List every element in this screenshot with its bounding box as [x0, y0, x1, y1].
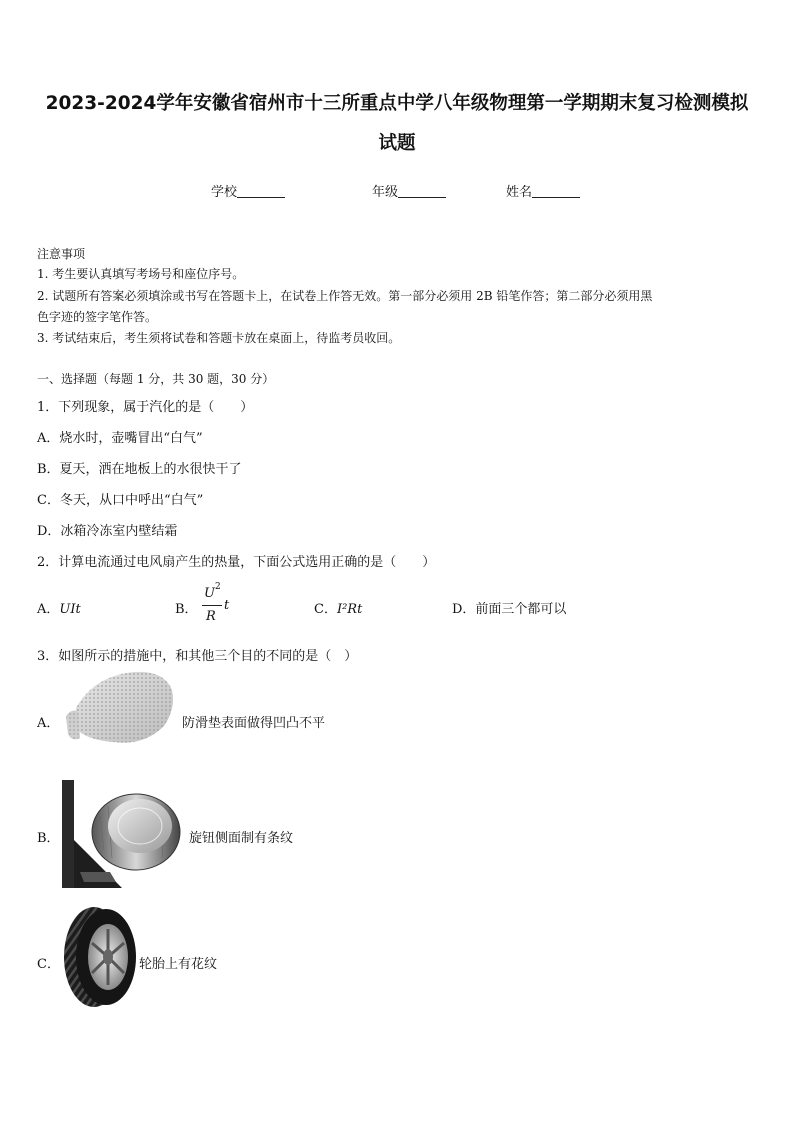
question-1-stem: 1．下列现象，属于汽化的是（ ） [37, 400, 254, 415]
grade-field [372, 181, 446, 200]
option-c-label: C． [314, 602, 337, 617]
question-2-option-c [314, 598, 362, 617]
question-3-option-b-text: 旋钮侧面制有条纹 [189, 831, 294, 846]
option-a-label: A． [37, 602, 60, 617]
fraction-time: t [224, 598, 230, 613]
name-label: 姓名 [506, 185, 533, 200]
name-blank[interactable] [532, 185, 580, 198]
fraction-bar [202, 605, 222, 606]
question-3-option-a-label: A． [37, 716, 60, 731]
question-2-option-b-label: B． [175, 602, 198, 617]
notice-heading: 注意事项 [37, 247, 86, 261]
anti-slip-mat-icon [64, 668, 179, 750]
question-3-option-c-text: 轮胎上有花纹 [139, 957, 218, 972]
question-3-option-b-label: B． [37, 831, 60, 846]
question-3-option-a-text: 防滑垫表面做得凹凸不平 [182, 716, 326, 731]
question-3-option-c-label: C． [37, 957, 60, 972]
grade-label: 年级 [372, 185, 399, 200]
section-heading: 一、选择题（每题 1 分，共 30 题，30 分） [37, 372, 275, 386]
question-1-option-a: A．烧水时，壶嘴冒出“白气” [37, 431, 203, 446]
fraction-exponent: 2 [215, 582, 221, 592]
knob-icon [62, 780, 186, 888]
question-2-option-b-formula [200, 582, 240, 630]
question-3-stem: 3．如图所示的措施中，和其他三个目的不同的是（ ） [37, 649, 358, 664]
question-1-option-b: B．夏天，洒在地板上的水很快干了 [37, 462, 242, 477]
option-a-formula: UIt [59, 602, 81, 617]
notice-item: 3. 考试结束后，考生须将试卷和答题卡放在桌面上，待监考员收回。 [37, 331, 401, 345]
question-1-option-c: C．冬天，从口中呼出“白气” [37, 493, 204, 508]
school-label: 学校 [211, 185, 238, 200]
option-c-formula: I²Rt [336, 602, 363, 617]
fraction-numerator: U [204, 586, 215, 601]
school-blank[interactable] [237, 185, 285, 198]
exam-title: 2023-2024学年安徽省宿州市十三所重点中学八年级物理第一学期期末复习检测模拟 [45, 93, 749, 114]
question-2-stem: 2．计算电流通过电风扇产生的热量，下面公式选用正确的是（ ） [37, 555, 436, 570]
notice-item: 2. 试题所有答案必须填涂或书写在答题卡上，在试卷上作答无效。第一部分必须用 2B 铅笔作答；第二部分必须用黑 [37, 289, 653, 303]
school-field [211, 181, 285, 200]
question-2-option-d: D．前面三个都可以 [452, 602, 567, 617]
fraction-denominator: R [206, 609, 216, 624]
exam-title-line2: 试题 [378, 133, 416, 154]
question-1-option-d: D．冰箱冷冻室内壁结霜 [37, 524, 178, 539]
notice-item: 1. 考生要认真填写考场号和座位序号。 [37, 267, 245, 281]
tire-icon [60, 905, 140, 1009]
question-2-option-a [37, 598, 81, 617]
grade-blank[interactable] [398, 185, 446, 198]
notice-item: 色字迹的签字笔作答。 [37, 310, 158, 324]
name-field [506, 181, 580, 200]
